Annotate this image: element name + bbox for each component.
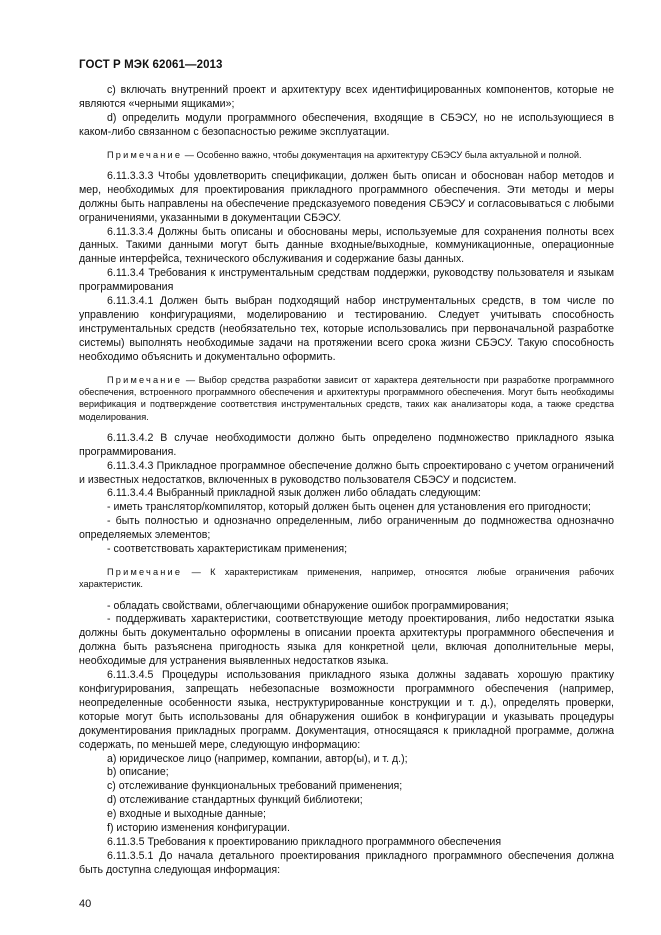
paragraph: 6.11.3.4.3 Прикладное программное обеспечение должно быть спроектировано с учетом ограничений и известных недостатков, включенных в руководство пользователя СБЭСУ и подсистем.	[79, 459, 614, 486]
page-number: 40	[79, 898, 92, 910]
note	[79, 566, 614, 591]
note	[79, 149, 614, 161]
list-item: - иметь транслятор/компилятор, который должен быть оценен для установления его пригодности;	[107, 501, 591, 514]
list-item: - быть полностью и однозначно определенным, либо ограниченным до подмножества однозначно определяемых элементов;	[79, 515, 614, 542]
note-label: Примечание	[107, 566, 183, 577]
paragraph: 6.11.3.5.1 До начала детального проектирования прикладного программного обеспечения должна быть доступна следующая информация:	[79, 849, 614, 876]
note-text: — К характеристикам применения, например, относятся любые ограничения рабочих характеристик.	[79, 566, 614, 590]
note-label: Примечание	[107, 149, 183, 160]
note-label: Примечание	[107, 374, 183, 385]
list-item: d) отслеживание стандартных функций библиотеки;	[107, 794, 363, 807]
paragraph: c) включать внутренний проект и архитектуру всех идентифицированных компонентов, которые не являются «черными ящиками»;	[79, 84, 614, 110]
paragraph: 6.11.3.3.3 Чтобы удовлетворить спецификации, должен быть описан и обоснован набор методов и мер, необходимых для проектирования прикладного программного обеспечения. Эти методы и меры должны быть направлены на обеспечение предсказуемого поведения СБЭСУ и согласовываться с любыми ограничениями, указанными в документации СБЭСУ.	[79, 169, 614, 224]
document-body	[79, 84, 614, 878]
list-item: - поддерживать характеристики, соответствующие методу проектирования, либо недостатки языка должны быть документально оформлены в описании проекта архитектуры программного обеспечения и должна быть разъяснена пригодность языка для конкретной цели, включая дополнительные меры, необходимые для устранения выявленных недостатков языка.	[79, 613, 614, 668]
paragraph: 6.11.3.4.2 В случае необходимости должно быть определено подмножество прикладного языка программирования.	[79, 431, 614, 458]
paragraph: d) определить модули программного обеспечения, входящие в СБЭСУ, но не использующиеся в каком-либо связанном с безопасностью режиме эксплуатации.	[79, 111, 614, 138]
note	[79, 374, 614, 423]
list-item: - соответствовать характеристикам применения;	[107, 543, 348, 556]
note-text: — Выбор средства разработки зависит от характера деятельности при разработке программного обеспечения, встроенного программного обеспечения и архитектуры программного обеспечения. Могут быть необходимы верификация и подтверждение соответствия инструментальных средств, таких как анализаторы кода, а также средства моделирования.	[79, 374, 614, 422]
paragraph: 6.11.3.4.1 Должен быть выбран подходящий набор инструментальных средств, в том числе по управлению конфигурациями, моделированию и тестированию. Следует учитывать способность инструментальных средств (необязательно тех, которые использовались при первоначальной разработке системы) выполнять необходимые задачи на протяжении всего срока жизни СБЭСУ. Такую способность необходимо объяснить и документально оформить.	[79, 295, 614, 363]
paragraph: 6.11.3.4.5 Процедуры использования прикладного языка должны задавать хорошую практику конфигурирования, запрещать небезопасные возможности программного обеспечения (например, неопределенные особенности языка, неструктурированные конструкции и т. д.), определять проверки, которые могут быть использованы для обнаружения ошибок в конфигурации и указывать процедуры документирования прикладных программ. Документация, относящаяся к прикладной программе, должна содержать, по меньшей мере, следующую информацию:	[79, 669, 614, 751]
list-item: f) историю изменения конфигурации.	[107, 822, 290, 835]
list-item: - обладать свойствами, облегчающими обнаружение ошибок программирования;	[107, 599, 509, 612]
paragraph: 6.11.3.3.4 Должны быть описаны и обоснованы меры, используемые для сохранения полноты всех данных. Такими данными могут быть данные входные/выходные, коммуникационные, операционные данные интерфейса, технического обслуживания и содержание базы данных.	[79, 225, 614, 266]
list-item: e) входные и выходные данные;	[107, 808, 266, 821]
paragraph: 6.11.3.4.4 Выбранный прикладной язык должен либо обладать следующим:	[107, 487, 481, 500]
document-header: ГОСТ Р МЭК 62061—2013	[79, 59, 223, 71]
list-item: a) юридическое лицо (например, компании, автор(ы), и т. д.);	[107, 752, 408, 765]
list-item: c) отслеживание функциональных требований применения;	[107, 780, 403, 793]
list-item: b) описание;	[107, 766, 169, 779]
section-heading: 6.11.3.4 Требования к инструментальным средствам поддержки, руководству пользователя и языкам программирования	[79, 267, 614, 294]
section-heading: 6.11.3.5 Требования к проектированию прикладного программного обеспечения	[107, 835, 502, 848]
note-text: — Особенно важно, чтобы документация на архитектуру СБЭСУ была актуальной и полной.	[182, 149, 582, 160]
